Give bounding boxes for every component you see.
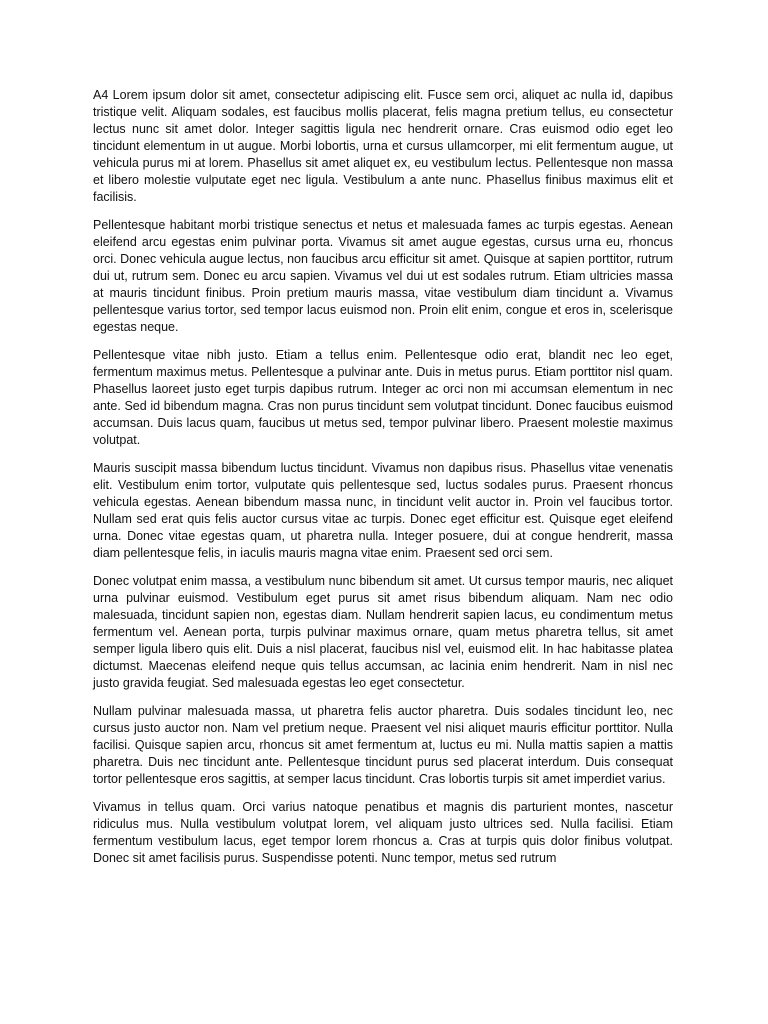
paragraph-4: Mauris suscipit massa bibendum luctus tincidunt. Vivamus non dapibus risus. Phasellus vitae venenatis elit. Vestibulum enim tortor, vulputate quis pellentesque sed, luctus sodales purus. Praesent rhoncus vehicula egestas. Aenean bibendum massa nunc, in tincidunt velit auctor in. Proin vel faucibus tortor. Nullam sed erat quis felis auctor cursus vitae ac turpis. Donec eget efficitur est. Quisque eget eleifend urna. Donec vitae egestas quam, ut pharetra nulla. Integer posuere, dui at congue hendrerit, massa diam pellentesque felis, in iaculis mauris magna vitae enim. Praesent sed orci sem. (93, 461, 673, 560)
paragraph-7: Vivamus in tellus quam. Orci varius natoque penatibus et magnis dis parturient montes, nascetur ridiculus mus. Nulla vestibulum volutpat lorem, vel aliquam justo ultrices sed. Nulla facilisi. Etiam fermentum vestibulum lacus, eget tempor lorem rhoncus a. Cras at turpis quis dolor finibus volutpat. Donec sit amet facilisis purus. Suspendisse potenti. Nunc tempor, metus sed rutrum (93, 800, 673, 865)
paragraph-2: Pellentesque habitant morbi tristique senectus et netus et malesuada fames ac turpis egestas. Aenean eleifend arcu egestas enim pulvinar porta. Vivamus sit amet augue egestas, cursus urna eu, rhoncus orci. Donec vehicula augue lectus, non faucibus arcu efficitur sit amet. Quisque at sapien porttitor, rutrum dui ut, rutrum sem. Donec eu arcu sapien. Vivamus vel dui ut est sodales rutrum. Etiam ultricies massa at mauris tincidunt finibus. Proin pretium mauris massa, vitae vestibulum diam tincidunt a. Vivamus pellentesque varius tortor, sed tempor lacus euismod non. Proin elit enim, congue et eros in, scelerisque egestas neque. (93, 218, 673, 334)
paragraph-6: Nullam pulvinar malesuada massa, ut pharetra felis auctor pharetra. Duis sodales tincidunt leo, nec cursus justo auctor non. Nam vel pretium neque. Praesent vel nisi aliquet mauris efficitur porttitor. Nulla facilisi. Quisque sapien arcu, rhoncus sit amet fermentum at, luctus eu mi. Nulla mattis sapien a mattis pharetra. Duis nec tincidunt ante. Pellentesque tincidunt purus sed placerat interdum. Duis consequat tortor pellentesque eros sagittis, at semper lacus tincidunt. Cras lobortis turpis sit amet imperdiet varius. (93, 704, 673, 786)
paragraph-5: Donec volutpat enim massa, a vestibulum nunc bibendum sit amet. Ut cursus tempor mauris, nec aliquet urna pulvinar euismod. Vestibulum eget purus sit amet risus bibendum aliquam. Nam nec odio malesuada, tincidunt sapien non, egestas diam. Nullam hendrerit sapien lacus, eu condimentum metus fermentum vel. Aenean porta, turpis pulvinar maximus ornare, quam metus pharetra tellus, sit amet semper ligula libero quis elit. Duis a nisl placerat, faucibus nisl vel, euismod elit. In hac habitasse platea dictumst. Maecenas eleifend neque quis tellus accumsan, ac lacinia enim hendrerit. Nam in nisl nec justo gravida feugiat. Sed malesuada egestas leo eget consectetur. (93, 574, 673, 690)
paragraph-3: Pellentesque vitae nibh justo. Etiam a tellus enim. Pellentesque odio erat, blandit nec leo eget, fermentum maximus metus. Pellentesque a pulvinar ante. Duis in metus purus. Etiam porttitor nisl quam. Phasellus laoreet justo eget turpis dapibus rutrum. Integer ac orci non mi accumsan elementum in nec ante. Sed id bibendum magna. Cras non purus tincidunt sem volutpat tincidunt. Donec faucibus euismod accumsan. Duis lacus quam, faucibus ut metus sed, tempor pulvinar libero. Praesent molestie maximus volutpat. (93, 348, 673, 447)
document-page (93, 87, 673, 878)
paragraph-1: A4 Lorem ipsum dolor sit amet, consectetur adipiscing elit. Fusce sem orci, aliquet ac nulla id, dapibus tristique velit. Aliquam sodales, est faucibus mollis placerat, felis magna pretium tellus, eu consectetur lectus nunc sit amet dolor. Integer sagittis ligula nec hendrerit ornare. Cras euismod odio eget leo tincidunt elementum in ut augue. Morbi lobortis, urna et cursus ullamcorper, mi elit fermentum augue, ut vehicula purus mi at lorem. Phasellus sit amet aliquet ex, eu vestibulum lectus. Pellentesque non massa et libero molestie vulputate eget nec ligula. Vestibulum a ante nunc. Phasellus finibus maximus elit et facilisis. (93, 88, 673, 204)
